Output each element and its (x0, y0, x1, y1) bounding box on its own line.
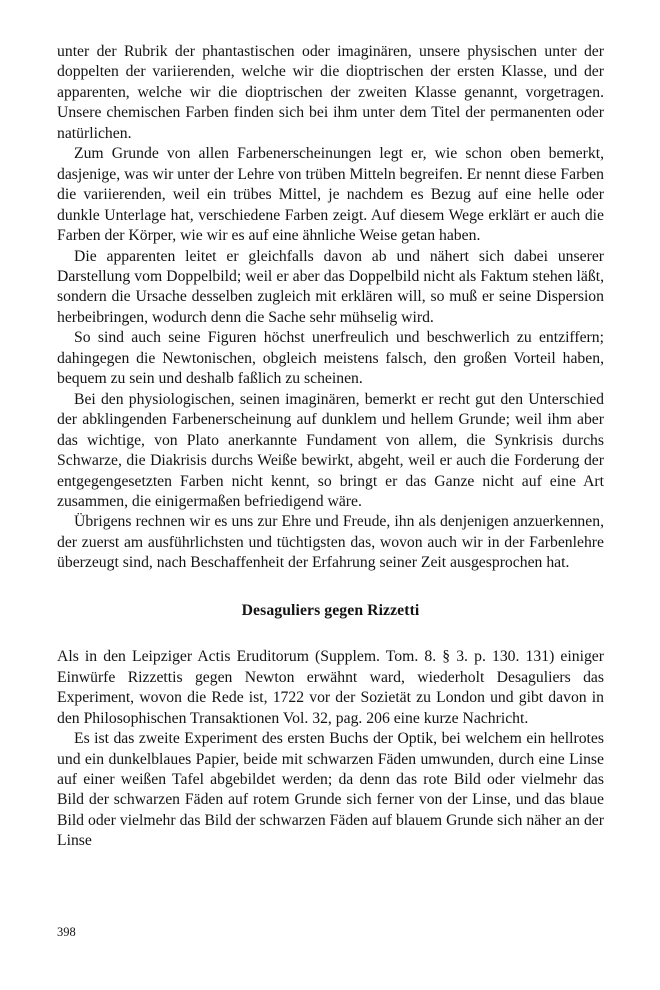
page-text-block (57, 42, 604, 852)
paragraph-continuation: unter der Rubrik der phantastischen oder imaginären, unsere physischen unter der doppelten der variierenden, welche wir die dioptrischen der ersten Klasse, und der apparenten, welche wir die dioptrischen der zweiten Klasse genannt, vorgetragen. Unsere chemischen Farben finden sich bei ihm unter dem Titel der permanenten oder natürlichen. (57, 43, 604, 142)
paragraph: Zum Grunde von allen Farbenerscheinungen legt er, wie schon oben bemerkt, dasjenige, was wir unter der Lehre von trüben Mitteln begreifen. Er nennt diese Farben die variierenden, weil ein trübes Mittel, je nachdem es Bezug auf eine helle oder dunkle Unterlage hat, verschiedene Farben zeigt. Auf diesem Wege erklärt er auch die Farben der Körper, wie wir es auf eine ähnliche Weise getan haben. (57, 145, 604, 245)
paragraph: Die apparenten leitet er gleichfalls davon ab und nähert sich dabei unserer Darstellung vom Doppelbild; weil er aber das Doppelbild nicht als Faktum stehen läßt, sondern die Ursache desselben zugleich mit erklären will, so muß er seine Dispersion herbeibringen, wodurch denn die Sache sehr mühselig wird. (57, 247, 604, 326)
paragraph: So sind auch seine Figuren höchst unerfreulich und beschwerlich zu entziffern; dahingegen die Newtonischen, obgleich meistens falsch, den großen Vorteil haben, bequem zu sein und deshalb faßlich zu scheinen. (57, 329, 604, 388)
section-heading: Desaguliers gegen Rizzetti (241, 601, 420, 619)
paragraph: Es ist das zweite Experiment des ersten Buchs der Optik, bei welchem ein hellrotes und ein dunkelblaues Papier, beide mit schwarzen Fäden umwunden, durch eine Linse auf einer weißen Tafel abgebildet werden; da denn das rote Bild oder vielmehr das Bild der schwarzen Fäden auf rotem Grunde sich ferner von der Linse, und das blaue Bild oder vielmehr das Bild der schwarzen Fäden auf blauem Grunde sich näher an der Linse (57, 730, 604, 850)
paragraph: Bei den physiologischen, seinen imaginären, bemerkt er recht gut den Unterschied der abklingenden Farbenerscheinung auf dunklem und hellem Grunde; weil ihm aber das wichtige, von Plato anerkannte Fundament von allem, die Synkrisis durchs Schwarze, die Diakrisis durchs Weiße bewirkt, abgeht, weil er auch die Forderung der entgegengesetzten Farben nicht kennt, so bringt er das Ganze nicht auf eine Art zusammen, die einigermaßen befriedigend wäre. (57, 390, 604, 510)
page-number: 398 (57, 925, 76, 939)
paragraph: Als in den Leipziger Actis Eruditorum (Supplem. Tom. 8. § 3. p. 130. 131) einiger Einwürfe Rizzettis gegen Newton erwähnt ward, wiederholt Desaguliers das Experiment, wovon die Rede ist, 1722 vor der Sozietät zu London und gibt davon in den Philosophischen Transaktionen Vol. 32, pag. 206 eine kurze Nachricht. (57, 648, 604, 727)
paragraph: Übrigens rechnen wir es uns zur Ehre und Freude, ihn als denjenigen anzuerkennen, der zuerst am ausführlichsten und tüchtigsten das, wovon auch wir in der Farbenlehre überzeugt sind, nach Beschaffenheit der Erfahrung seiner Zeit ausgesprochen hat. (57, 513, 604, 572)
